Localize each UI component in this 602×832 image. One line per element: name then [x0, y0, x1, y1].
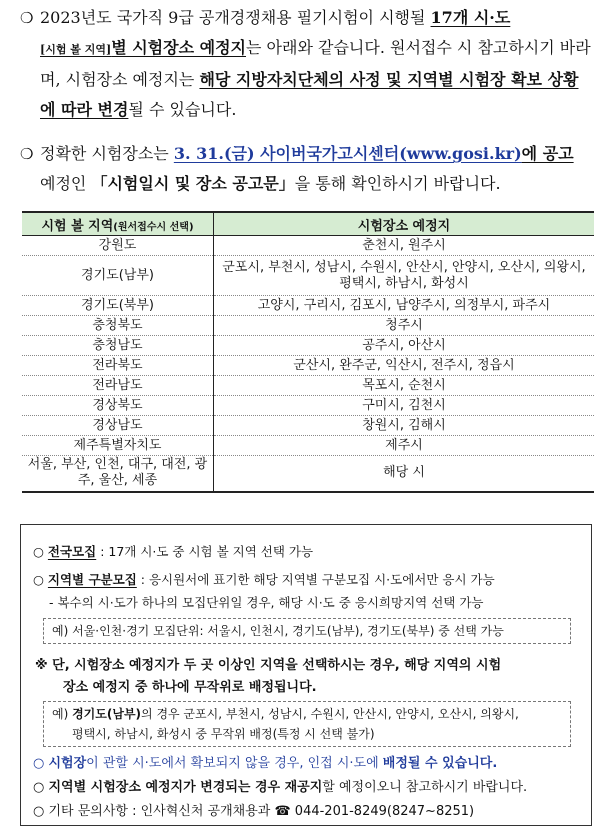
notice-box: [20, 524, 592, 826]
exam-site-word: 시험장: [48, 756, 87, 771]
phone-icon: ☎: [274, 804, 291, 819]
site-cell: 제주시: [214, 436, 595, 456]
notice-line-adjacent: [33, 752, 583, 771]
region-cell: 강원도: [22, 236, 214, 256]
example-note-1: 예) 서울·인천·경기 모집단위: 서울시, 인천시, 경기도(남부), 경기도(북부) 중 선택 가능: [43, 618, 571, 644]
region-cell: 전라남도: [22, 376, 214, 396]
p1-text-d: 는 아래와 같습니다. 원서접수 시 참고하시기 바라며, 시험장소 예정지는: [40, 38, 591, 89]
national-text: : 17개 시·도 중 시험 볼 지역 선택 가능: [96, 544, 314, 559]
region-cell: 경상남도: [22, 416, 214, 436]
contact-text: 기타 문의사항 : 인사혁신처 공개채용과: [48, 804, 275, 819]
notice-line-national: [33, 542, 583, 560]
warning-line-1: ※ 단, 시험장소 예정지가 두 곳 이상인 지역을 선택하시는 경우, 해당 지역의 시험: [35, 658, 502, 673]
p2-text-b: 3. 31.(금) 사이버국가고시센터(www.gosi.kr): [173, 144, 522, 163]
p1-text-f: 될 수 있습니다.: [128, 100, 237, 119]
warning-line-2: 장소 예정지 중 하나에 무작위로 배정됩니다.: [63, 680, 317, 695]
region-cell: 충청북도: [22, 316, 214, 336]
bullet-icon: ❍: [20, 9, 34, 27]
notice-line-contact: [33, 800, 583, 819]
site-cell: 청주시: [214, 316, 595, 336]
table-row: [22, 376, 594, 396]
header-region: 시험 볼 지역(원서접수시 선택): [22, 212, 214, 236]
regional-text: : 응시원서에 표기한 해당 지역별 구분모집 시·도에서만 응시 가능: [136, 572, 495, 587]
site-cell: 군포시, 부천시, 성남시, 수원시, 안산시, 안양시, 오산시, 의왕시, 평택시, 하남시, 화성시: [214, 256, 595, 296]
table-row: [22, 336, 594, 356]
p2-text-f: 을 통해 확인하시기 바랍니다.: [294, 174, 501, 193]
p2-text-d: 예정인: [40, 174, 92, 193]
table-row: [22, 236, 594, 256]
region-cell: 제주특별자치도: [22, 436, 214, 456]
p1-text-e: 해당 지방자치단체의 사정 및 지역별 시험장 확보 상황에 따라 변경: [40, 70, 579, 119]
table-row: [22, 356, 594, 376]
notice-line-change: [33, 776, 583, 795]
circle-bullet-icon: ○: [33, 572, 44, 587]
region-cell: 경상북도: [22, 396, 214, 416]
notice-line-multi: - 복수의 시·도가 하나의 모집단위일 경우, 해당 시·도 중 응시희망지역 선택 가능: [49, 595, 484, 610]
paragraph-1: [20, 3, 592, 125]
paragraph-2: [20, 139, 592, 199]
adjacent-text: 이 관할 시·도에서 확보되지 않을 경우, 인접 시·도에: [86, 756, 383, 771]
change-text: 할 예정이오니 참고하시기 바랍니다.: [322, 780, 528, 795]
site-cell: 군산시, 완주군, 익산시, 전주시, 정읍시: [214, 356, 595, 376]
site-cell: 창원시, 김해시: [214, 416, 595, 436]
region-cell: 경기도(북부): [22, 296, 214, 316]
note2-text: 의 경우 군포시, 부천시, 성남시, 수원시, 안산시, 안양시, 오산시, 의왕시,: [141, 707, 519, 721]
table-header-row: [22, 212, 594, 236]
bullet-icon: ❍: [20, 145, 34, 163]
notice-line-regional: [33, 570, 583, 588]
table-row: [22, 316, 594, 336]
regional-label: 지역별 구분모집: [47, 572, 137, 587]
circle-bullet-icon: ○: [33, 804, 45, 819]
site-cell: 고양시, 구리시, 김포시, 남양주시, 의정부시, 파주시: [214, 296, 595, 316]
adjacent-emphasis: 배정될 수 있습니다.: [382, 756, 498, 771]
note2-region: 경기도(남부): [72, 707, 142, 721]
header-site: 시험장소 예정지: [214, 212, 595, 236]
circle-bullet-icon: ○: [33, 780, 45, 795]
region-cell: 서울, 부산, 인천, 대구, 대전, 광주, 울산, 세종: [22, 456, 214, 492]
p2-text-e: 「시험일시 및 장소 공고문」: [91, 174, 295, 193]
p1-text-a: 2023년도 국가직 9급 공개경쟁채용 필기시험이 시행될: [40, 8, 431, 27]
table-row: [22, 396, 594, 416]
exam-site-table: [22, 211, 594, 493]
note2-text-2: 평택시, 하남시, 화성시 중 무작위 배정(특정 시 선택 불가): [72, 727, 375, 741]
site-cell: 해당 시: [214, 456, 595, 492]
region-cell: 전라북도: [22, 356, 214, 376]
p1-text-c-small: [시험 볼 지역]: [40, 43, 112, 56]
region-cell: 충청남도: [22, 336, 214, 356]
site-cell: 공주시, 아산시: [214, 336, 595, 356]
circle-bullet-icon: ○: [33, 756, 45, 771]
p2-text-c: 에 공고: [521, 144, 574, 163]
site-cell: 목포시, 순천시: [214, 376, 595, 396]
header-region-small: (원서접수시 선택): [113, 221, 194, 233]
table-row: [22, 256, 594, 296]
p1-text-b: 17개 시·도: [430, 8, 511, 27]
p2-text-a: 정확한 시험장소는: [40, 144, 174, 163]
change-emphasis: 지역별 시험장소 예정지가 변경되는 경우 재공지: [48, 780, 323, 795]
region-cell: 경기도(남부): [22, 256, 214, 296]
p1-text-c: 별 시험장소 예정지: [111, 38, 246, 57]
table-row: [22, 456, 594, 492]
site-cell: 춘천시, 원주시: [214, 236, 595, 256]
table-row: [22, 416, 594, 436]
circle-bullet-icon: ○: [33, 544, 44, 559]
example-note-2: [43, 701, 571, 747]
note2-prefix: 예): [52, 707, 73, 721]
national-label: 전국모집: [47, 544, 97, 559]
table-row: [22, 296, 594, 316]
contact-phone: 044-201-8249(8247~8251): [290, 804, 475, 819]
table-row: [22, 436, 594, 456]
site-cell: 구미시, 김천시: [214, 396, 595, 416]
